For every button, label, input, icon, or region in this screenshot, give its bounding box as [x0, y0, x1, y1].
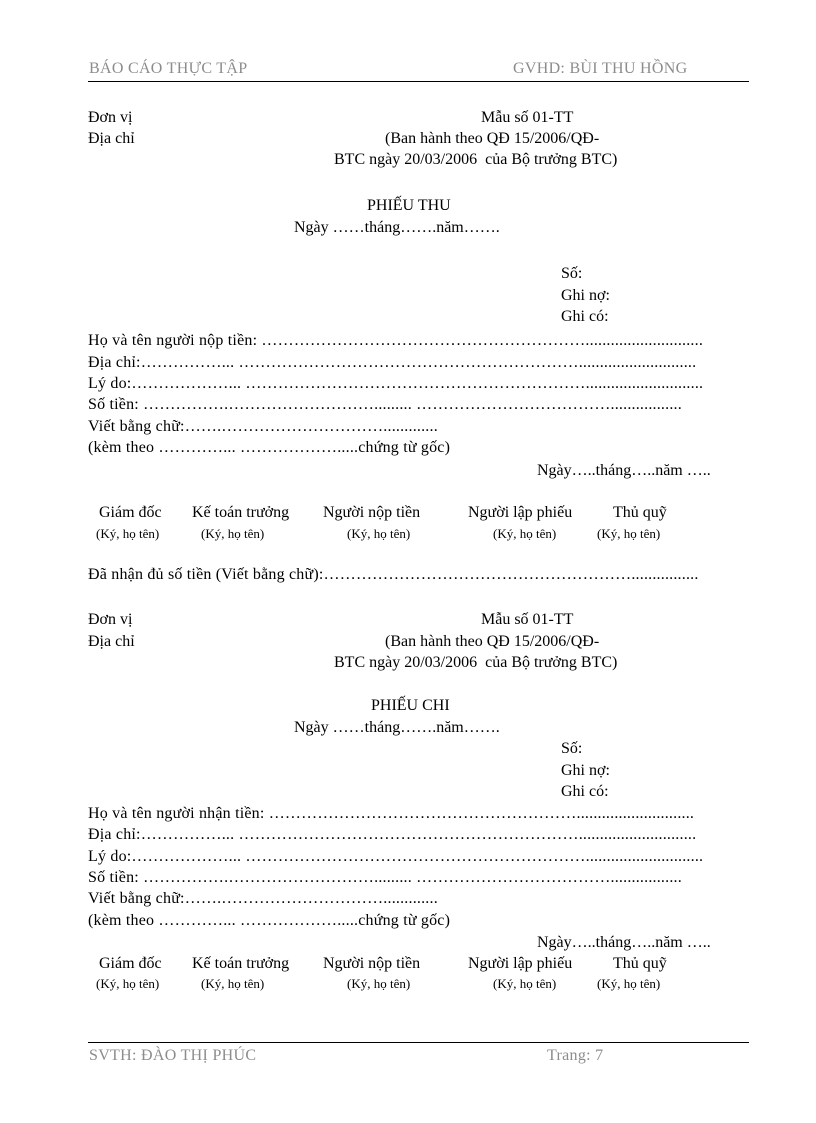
ghi-co-label: Ghi có: [561, 783, 609, 800]
field-attachments: (kèm theo …………... ……………….....chứng từ gốc) [88, 912, 451, 929]
address-label: Địa chỉ [88, 633, 135, 650]
form-date-line: Ngày ……tháng…….năm……. [294, 719, 500, 736]
signer-role: Giám đốc [99, 504, 162, 521]
signer-role: Thủ quỹ [613, 504, 667, 521]
signer-note: (Ký, họ tên) [201, 526, 265, 541]
received-amount-line: Đã nhận đủ số tiền (Viết bằng chữ):…………………………………………………................ [88, 566, 699, 583]
ghi-no-label: Ghi nợ: [561, 287, 610, 304]
field-address: Địa chỉ:……………... ………………………………………………………............................ [88, 354, 697, 371]
field-reason: Lý do:………………... ………………………………………………………............................ [88, 375, 704, 392]
unit-label: Đơn vị [88, 611, 133, 628]
form-number: Mẫu số 01-TT [481, 611, 574, 628]
field-address: Địa chỉ:……………... ………………………………………………………............................ [88, 826, 697, 843]
field-receiver-name: Họ và tên người nhận tiền: …………………………………………………............................ [88, 805, 695, 822]
signer-note: (Ký, họ tên) [347, 526, 411, 541]
signer-role: Kế toán trưởng [192, 955, 290, 972]
field-amount: Số tiền: …………….………………………......... ………………………………................. [88, 869, 682, 886]
signer-role: Người nộp tiền [323, 955, 421, 972]
signer-note: (Ký, họ tên) [347, 976, 411, 991]
field-payer-name: Họ và tên người nộp tiền: ……………………………………………………............................ [88, 332, 704, 349]
signer-note: (Ký, họ tên) [597, 976, 661, 991]
signer-note: (Ký, họ tên) [96, 526, 160, 541]
signer-note: (Ký, họ tên) [493, 976, 557, 991]
sign-date: Ngày…..tháng…..năm ….. [537, 462, 711, 479]
header-left: BÁO CÁO THỰC TẬP [89, 60, 248, 77]
so-label: Số: [561, 740, 583, 757]
field-attachments: (kèm theo …………... ……………….....chứng từ gốc) [88, 439, 451, 456]
issued-line-1: (Ban hành theo QĐ 15/2006/QĐ- [385, 130, 600, 147]
so-label: Số: [561, 265, 583, 282]
signer-note: (Ký, họ tên) [493, 526, 557, 541]
field-amount-words: Viết bằng chữ:…….…………………………............. [88, 418, 438, 435]
ghi-no-label: Ghi nợ: [561, 762, 610, 779]
signer-role: Người lập phiếu [468, 504, 573, 521]
form-date-line: Ngày ……tháng…….năm……. [294, 219, 500, 236]
signer-role: Người nộp tiền [323, 504, 421, 521]
footer-left: SVTH: ĐÀO THỊ PHÚC [89, 1047, 257, 1064]
signer-note: (Ký, họ tên) [597, 526, 661, 541]
form-number: Mẫu số 01-TT [481, 109, 574, 126]
signer-role: Giám đốc [99, 955, 162, 972]
signer-role: Thủ quỹ [613, 955, 667, 972]
header-right: GVHD: BÙI THU HỒNG [513, 60, 688, 77]
ghi-co-label: Ghi có: [561, 308, 609, 325]
field-amount: Số tiền: …………….………………………......... ………………………………................. [88, 396, 682, 413]
signer-role: Kế toán trưởng [192, 504, 290, 521]
signer-role: Người lập phiếu [468, 955, 573, 972]
field-reason: Lý do:………………... ………………………………………………………............................ [88, 848, 704, 865]
form-title: PHIẾU THU [367, 197, 451, 214]
address-label: Địa chỉ [88, 130, 135, 147]
unit-label: Đơn vị [88, 109, 133, 126]
footer-rule [88, 1042, 749, 1043]
signer-note: (Ký, họ tên) [201, 976, 265, 991]
signer-note: (Ký, họ tên) [96, 976, 160, 991]
form-title: PHIẾU CHI [371, 697, 450, 714]
issued-line-2: BTC ngày 20/03/2006 của Bộ trưởng BTC) [334, 151, 618, 168]
field-amount-words: Viết bằng chữ:…….…………………………............. [88, 890, 438, 907]
header-rule [88, 81, 749, 82]
issued-line-2: BTC ngày 20/03/2006 của Bộ trưởng BTC) [334, 654, 618, 671]
sign-date: Ngày…..tháng…..năm ….. [537, 934, 711, 951]
issued-line-1: (Ban hành theo QĐ 15/2006/QĐ- [385, 633, 600, 650]
page-number: Trang: 7 [547, 1047, 604, 1064]
